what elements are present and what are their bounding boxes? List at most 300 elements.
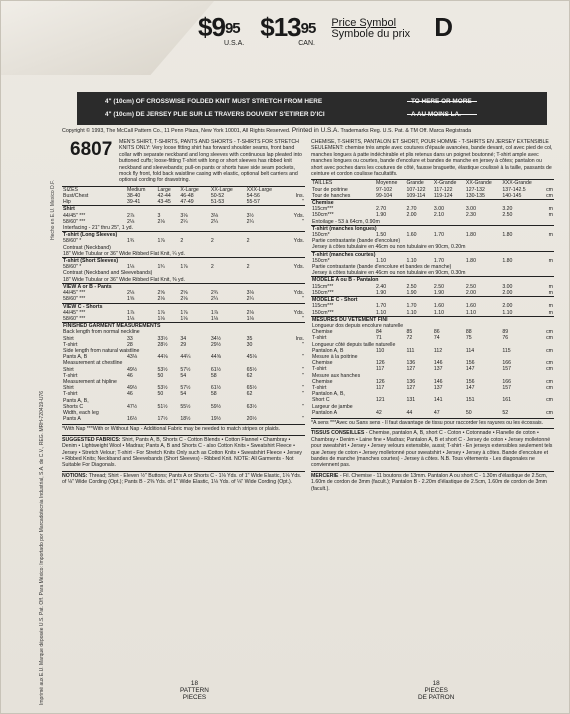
finished-value: 161	[502, 397, 511, 404]
size-header: XXX-Grande	[502, 180, 532, 187]
finished-value: 166	[502, 378, 511, 385]
section-row	[62, 232, 305, 239]
english-column	[62, 139, 305, 486]
size-header: Grande	[406, 180, 424, 187]
row-label: Interfacing - 21" thru 25", 1 yd.	[63, 225, 134, 232]
finished-value: 51½	[157, 403, 168, 410]
finished-value: 114	[465, 347, 475, 354]
yardage-value: 1⅞	[210, 309, 219, 316]
yardage-value: 1.10	[376, 257, 387, 264]
unit: m	[548, 289, 553, 296]
finished-value: 58	[210, 372, 217, 379]
pattern-pieces-fr	[418, 680, 454, 701]
finished-value: 18½	[180, 416, 191, 423]
pieces-count: 18	[432, 680, 440, 687]
finished-value: 58	[210, 391, 217, 398]
finished-value: 157	[502, 384, 511, 391]
yardage-value: 2	[210, 264, 214, 271]
row-label: Contrast (Neckband)	[63, 244, 111, 251]
finished-value: 44	[406, 409, 413, 416]
size-header-row	[62, 186, 305, 193]
row-label: Measurement at chestline	[63, 360, 123, 367]
section-title: VIEW C - Shorts	[62, 303, 305, 310]
finished-value: 50	[157, 391, 164, 398]
finished-value: 131	[406, 397, 416, 404]
stretch-gauge-line-fr: 4" (10cm) DE JERSEY PLIE SUR LE TRAVERS DOUVENT S'ETIRER D'ICI	[105, 111, 325, 118]
stretch-gauge-target	[411, 95, 531, 121]
row-label: Chemise	[312, 360, 333, 367]
row-label: Back length from normal neckline	[63, 329, 140, 336]
row-label: Pants A, B,	[63, 397, 89, 404]
row-label: 58/60" *	[63, 264, 82, 271]
yardage-value: 2⅛	[157, 218, 165, 225]
finished-value: 44⅛	[157, 354, 168, 361]
measurement-value: 140-145	[502, 192, 522, 199]
finished-value: 65½	[246, 366, 257, 373]
price-usa	[198, 14, 244, 48]
yardage-value: 1⅛	[180, 315, 188, 322]
finished-value: 49½	[127, 366, 138, 373]
finished-value: 46	[127, 391, 133, 398]
finished-value: 50	[465, 409, 472, 416]
row-label: 58/60" *	[63, 238, 82, 245]
measurement-value: 127-132	[465, 186, 485, 193]
measurement-value: 117-122	[433, 186, 453, 193]
unit: Yds.	[293, 212, 304, 219]
unit: "	[302, 385, 304, 392]
notions	[62, 471, 305, 486]
measurement-value: 119-124	[433, 192, 453, 199]
section-row	[311, 316, 554, 323]
finished-value: 141	[433, 397, 443, 404]
row-label: T-shirt	[312, 335, 327, 342]
yardage-value: 2¼	[210, 218, 219, 225]
price-can-amount: 13	[273, 12, 301, 42]
measurement-value: 47-49	[180, 199, 194, 206]
yardage-value: 1.70	[406, 303, 417, 310]
section-title: Chemise	[311, 200, 554, 207]
stretch-gauge-line-en: 4" (10cm) OF CROSSWISE FOLDED KNIT MUST STRETCH FROM HERE	[105, 98, 323, 105]
unit: m	[548, 309, 553, 316]
row-label: 18" Wide Tubular or 36" Wide Ribbed Flat Knit, ¼ yd.	[63, 250, 185, 257]
unit: "	[302, 354, 304, 361]
yardage-value: 1⅛	[210, 315, 219, 322]
yardage-value: 1⅛	[246, 315, 254, 322]
stretch-target-fr: A AU MOINS LA.	[411, 111, 461, 118]
measurement-label: Tour de hanches	[312, 192, 351, 199]
row-label: Contrast (Neckband and Sleevebands)	[63, 270, 153, 277]
finished-value: 47	[433, 409, 440, 416]
finished-row	[62, 416, 305, 422]
unit: Ins.	[295, 335, 304, 342]
unit: "	[302, 372, 304, 379]
measurement-value: 51-53	[210, 199, 225, 206]
section-row	[62, 303, 305, 310]
yardage-value: 1.80	[465, 232, 476, 239]
yardage-value: 2⅛	[246, 309, 254, 316]
measurement-value: 55-57	[246, 199, 260, 206]
stretch-target-en: TO HERE OR MORE	[411, 98, 472, 105]
price-can	[260, 14, 315, 48]
yardage-value: 1.60	[465, 303, 476, 310]
row-label: Width, each leg	[63, 409, 99, 416]
row-label: Short C	[312, 397, 330, 404]
yardage-row	[311, 270, 554, 277]
finished-value: 61½	[210, 366, 221, 373]
yardage-row	[62, 277, 305, 284]
yardage-value: 1.80	[465, 257, 476, 264]
fabrics-text: - Chemise, pantalon A, B, short C - Coton • Cotonnade • Flanelle de coton • Chambray • Denim • Laine fine • Madras; Pantalon A, B et short C - Jersey de coton • Jersey molletonné pour sweatshirt • Jersey • Jersey velours extensible, aussi; T-shirt - En jerseys extensibles seulement tels que Jersey de coton • Jersey molletonné pour sweatshirt • Jersey • Jersey à côtes. Bande d'encolure et bandes de manche (manches courtes) - Jersey à côtes. N.B. Tous vêtements - Les diagonales ne conviennent pas.	[311, 430, 553, 469]
section-row	[62, 283, 305, 290]
finished-value: 151	[465, 397, 475, 404]
price-usa-cents: 95	[224, 20, 240, 37]
finished-value: 62	[246, 372, 253, 379]
yardage-table	[311, 179, 554, 416]
row-label: 150cm*	[312, 232, 330, 239]
finished-value: 55½	[180, 403, 191, 410]
copyright-line	[62, 127, 471, 135]
sizes-label: SIZES	[63, 186, 78, 193]
yardage-value: 1.10	[502, 309, 513, 316]
notions	[311, 471, 554, 492]
yardage-value: 2.10	[433, 212, 445, 219]
row-label: T-shirt	[312, 384, 327, 391]
yardage-value: 1.80	[502, 257, 513, 264]
unit: cm	[546, 186, 553, 193]
finished-value: 156	[465, 360, 475, 367]
finished-value: 146	[433, 360, 443, 367]
yardage-value: 3.20	[502, 206, 513, 213]
row-label: Largeur de jambe	[312, 403, 353, 410]
finished-value: 75	[465, 335, 472, 342]
yardage-value: 3.00	[433, 206, 445, 213]
yardage-value: 1.10	[433, 309, 445, 316]
unit: Yds.	[293, 309, 304, 316]
yardage-row	[311, 244, 554, 251]
measurement-label: Hip	[63, 199, 71, 206]
unit: cm	[546, 397, 553, 404]
unit: cm	[546, 366, 553, 373]
yardage-value: 2	[246, 264, 250, 271]
finished-value: 136	[406, 378, 416, 385]
unit-cell	[286, 186, 305, 193]
yardage-value: 1.60	[433, 303, 445, 310]
section-title: MODELE A ou B - Pantalon	[311, 277, 554, 284]
finished-value: 111	[406, 347, 415, 354]
yardage-value: 1.10	[406, 309, 417, 316]
row-label: Mesure à la poitrine	[312, 353, 358, 360]
section-row	[62, 258, 305, 265]
finished-value: 45⅛	[246, 354, 257, 361]
row-label: Partie contrastante (bande d'encolure)	[312, 238, 401, 245]
section-row	[311, 251, 554, 258]
finished-value: 137	[433, 366, 443, 373]
yardage-table	[62, 186, 305, 423]
yardage-value: 1⅞	[180, 264, 188, 271]
measurement-value: 46-48	[180, 193, 194, 200]
french-column	[311, 139, 554, 492]
yardage-value: 1¾	[157, 264, 165, 271]
body-measurement-row	[311, 193, 554, 200]
finished-value: 33	[127, 335, 133, 342]
finished-value: 117	[376, 366, 385, 373]
finished-value: 30	[246, 341, 253, 348]
unit: "	[302, 416, 304, 423]
yardage-value: 3.00	[465, 206, 476, 213]
unit: cm	[546, 347, 553, 354]
row-label: Jersey à côtes tubulaire en 46cm ou non tubulaire en 90cm, 0.30m	[312, 270, 466, 277]
yardage-value: 1.70	[376, 303, 387, 310]
finished-value: 20½	[246, 416, 257, 423]
row-label: Chemise	[312, 378, 333, 385]
row-label: 150cm*	[312, 257, 330, 264]
finished-value: 33½	[157, 335, 168, 342]
yardage-row	[311, 310, 554, 317]
yardage-value: 2⅞	[127, 212, 135, 219]
unit: cm	[546, 335, 553, 342]
size-header-row	[311, 180, 554, 187]
measurement-value: 137-142.5	[502, 186, 526, 193]
price-symbol-fr: Symbole du prix	[331, 28, 411, 40]
finished-row	[311, 410, 554, 416]
suggested-fabrics	[311, 428, 554, 468]
row-label: 44/45" ***	[63, 212, 86, 219]
yardage-value: 2	[246, 238, 250, 245]
row-label: Pantalon A, B,	[312, 391, 345, 398]
size-header: Large	[157, 186, 171, 193]
price-can-label: CAN.	[298, 40, 315, 47]
row-label: T-shirt	[63, 391, 78, 398]
row-label: Partie contrastante (bande d'encolure et bandes de manche)	[312, 264, 452, 271]
yardage-value: 1⅞	[157, 309, 165, 316]
row-label: 44/45" ***	[63, 309, 86, 316]
yardage-value: 3.00	[502, 283, 513, 290]
yardage-value: 1⅛	[157, 315, 165, 322]
yardage-value: 1.10	[465, 309, 476, 316]
section-title: T-shirt (manches longues)	[311, 225, 554, 232]
yardage-value: 3⅛	[180, 212, 188, 219]
section-row	[62, 323, 305, 330]
unit: "	[302, 366, 304, 373]
row-label: 115cm***	[312, 283, 334, 290]
section-row	[62, 206, 305, 213]
row-label: Mesure aux hanches	[312, 372, 361, 379]
unit: Ins.	[295, 193, 304, 200]
yardage-value: 2	[210, 238, 214, 245]
yardage-value: 2⅛	[127, 218, 135, 225]
finished-value: 146	[433, 378, 443, 385]
yardage-value: 1.10	[406, 257, 417, 264]
price-usa-dollar: $	[198, 12, 212, 42]
description: CHEMISE, T-SHIRTS, PANTALON ET SHORT, POUR HOMME - T-SHIRTS EN JERSEY EXTENSIBLE SEULEMENT: chemise très ample avec coutures d'épaule avancées, bande devant, col avec pied de col, manches longues à patte indéchirable et plis retenus dans un poignet boutonné; T-shirt ample avec manches longues ou courtes, bande d'encolure et bandes de manche en jersey à côtes; pantalon ou short avec poches dans les coutures de côté, fausse braguette, élastique coulissé à la taille, passants de ceinture et cordon coulisse facultatifs.	[311, 139, 553, 178]
nap-note: *A sens ***Avec ou Sans sens - Il faut davantage de tissu pour raccorder les rayures ou les écossais.	[311, 418, 554, 426]
price-usa-label: U.S.A.	[224, 40, 245, 47]
finished-value: 110	[376, 347, 385, 354]
row-label: Shirt	[63, 366, 74, 373]
unit: "	[302, 296, 304, 303]
printed-in: Printed in U.S.A.	[291, 127, 340, 134]
yardage-value: 3⅛	[210, 212, 219, 219]
stretch-gauge-text	[105, 95, 325, 121]
finished-value: 28½	[157, 341, 168, 348]
finished-value: 17½	[157, 416, 168, 423]
row-label: Measurement at hipline	[63, 378, 117, 385]
finished-value: 85	[406, 329, 413, 336]
measurement-value: 99-104	[376, 192, 393, 199]
row-label: 58/60" ***	[63, 315, 86, 322]
measurement-value: 43-45	[157, 199, 171, 206]
finished-value: 127	[406, 384, 416, 391]
yardage-value: 2¾	[210, 290, 219, 297]
description: MEN'S SHIRT, T-SHIRTS, PANTS AND SHORTS - T-SHIRTS FOR STRETCH KNITS ONLY: Very loose fitting shirt has forward shoulder seams, front band collar with separate neckband and long sleeves with continuous lap pleated into buttoned cuffs; loose-fitting T-shirt with long or short sleeves has ribbed knit neckband and sleevebands; pull-on pants or shorts have side seam pockets, mock fly front, fold back waistline casing with elastic, optional belt carriers and optional cording for drawstring.	[119, 139, 302, 184]
size-header: Medium	[127, 186, 146, 193]
finished-value: 44⅝	[210, 354, 221, 361]
suggested-fabrics	[62, 435, 305, 469]
yardage-value: 2.50	[465, 283, 476, 290]
pieces-label: PATTERN	[180, 687, 209, 694]
yardage-value: 1.10	[376, 309, 387, 316]
finished-value: 57½	[180, 366, 191, 373]
yardage-value: 2¼	[180, 218, 188, 225]
measurement-value: 38-40	[127, 193, 141, 200]
row-label: Shorts C	[63, 403, 84, 410]
unit: cm	[546, 192, 553, 199]
price-can-cents: 95	[300, 20, 316, 37]
finished-value: 29	[180, 341, 187, 348]
size-header: XX-Grande	[465, 180, 492, 187]
finished-value: 42	[376, 409, 382, 416]
measurement-value: 97-102	[376, 186, 393, 193]
row-label: 58/60" ***	[63, 296, 86, 303]
finished-value: 112	[433, 347, 443, 354]
row-label: Pantalon A, B	[312, 347, 344, 354]
finished-value: 72	[406, 335, 413, 342]
unit: "	[302, 391, 304, 398]
finished-value: 28	[127, 341, 133, 348]
row-label: 150cm***	[312, 212, 334, 219]
notions-title: MERCERIE	[311, 472, 339, 479]
row-label: 115cm***	[312, 206, 334, 213]
row-label: 150cm***	[312, 289, 334, 296]
yardage-value: 2⅝	[180, 290, 188, 297]
finished-value: 166	[502, 360, 511, 367]
finished-title: MESURES DU VETEMENT FINI	[311, 316, 554, 323]
yardage-value: 2.30	[465, 212, 476, 219]
yardage-value: 1.50	[376, 232, 387, 239]
measurement-value: 50-52	[210, 193, 225, 200]
unit: m	[548, 303, 553, 310]
finished-value: 44¼	[180, 354, 191, 361]
pieces-count: 18	[190, 680, 198, 687]
measurement-value: 109-114	[406, 192, 426, 199]
measurement-value: 42-44	[157, 193, 171, 200]
finished-value: 63½	[246, 403, 257, 410]
finished-value: 65½	[246, 385, 257, 392]
row-label: Pants A	[63, 416, 81, 423]
unit: m	[548, 232, 553, 239]
yardage-value: 1.90	[406, 289, 417, 296]
yardage-value: 1.80	[502, 232, 513, 239]
yardage-row	[62, 296, 305, 303]
yardage-value: 2.70	[376, 206, 387, 213]
side-legal-text: Imprimé aux E.U. Marque déposée U.S. Pat. Off. Para México: Importado por Marcadotecnia Industrial, S.A. de C.V., REG. MRH-720419-U76	[39, 390, 45, 705]
yardage-value: 3	[157, 212, 161, 219]
unit: "	[302, 218, 304, 225]
unit: cm	[546, 360, 553, 367]
finished-value: 35	[246, 335, 253, 342]
finished-value: 127	[406, 366, 416, 373]
finished-value: 34	[180, 335, 187, 342]
finished-value: 57½	[180, 385, 191, 392]
row-label: 18" Wide Tubular or 36" Wide Ribbed Flat Knit, ⅜ yd.	[63, 276, 185, 283]
section-row	[311, 225, 554, 232]
finished-value: 16½	[127, 416, 138, 423]
yardage-value: 2⅝	[157, 290, 165, 297]
notions-text: Thread; Shirt - Eleven ½" Buttons; Pants A or Shorts C - 1⅛ Yds. of 1" Wide Elastic, 1⅛ Yds. of ⅛" Wide Cording (Opt.); Pants B - 2⅜ Yds. of 1" Wide Elastic, 1⅛ Yds. of ⅛" Wide Cording (Opt.).	[62, 472, 302, 486]
finished-value: 156	[465, 378, 475, 385]
size-header: XX-Large	[210, 186, 233, 193]
unit: Yds.	[293, 290, 304, 297]
section-title: T-shirt (Short Sleeves)	[62, 258, 305, 265]
finished-value: 137	[433, 384, 443, 391]
yardage-row	[311, 290, 554, 297]
finished-value: 47½	[127, 403, 138, 410]
yardage-value: 3½	[246, 212, 254, 219]
yardage-value: 1.70	[433, 232, 445, 239]
unit: m	[548, 206, 553, 213]
fabrics-text: Shirt, Pants A, B, Shorts C - Cotton Blends • Cotton Flannel • Chambray • Denim • Lightweight Wool • Madras; Pants A, B and Shorts C - also Cotton Knits • Sweatshirt Fleece • Jersey • Stretch Velour; T-shirt - For Stretch Knits Only such as Cotton Knits • Sweatshirt Fleece • Jersey • Ribbed Knits; Neckband and Sleevebands (Short Sleeves) - Ribbed Knit. NOTE: All Garments - Not Suitable For Diagonals.	[62, 436, 303, 469]
yardage-value: 1⅞	[157, 238, 165, 245]
section-row	[311, 297, 554, 304]
yardage-value: 2¼	[246, 296, 254, 303]
finished-value: 53½	[157, 385, 168, 392]
fabrics-title: TISSUS CONSEILLES	[311, 430, 365, 437]
finished-value: 52	[502, 409, 509, 416]
section-row	[311, 277, 554, 284]
unit: "	[302, 199, 304, 206]
price-can-dollar: $	[260, 12, 274, 42]
row-label: Shirt	[63, 385, 74, 392]
price-symbol	[331, 18, 410, 40]
row-label: Jersey à côtes tubulaire en 46cm ou non tubulaire en 90cm, 0.20m	[312, 244, 466, 251]
yardage-row	[62, 225, 305, 232]
yardage-value: 1⅝	[127, 296, 135, 303]
yardage-value: 1¾	[127, 238, 135, 245]
nap-note: *With Nap ***With or Without Nap - Additional Fabric may be needed to match stripes or plaids.	[62, 424, 305, 432]
body-measurement-row	[62, 199, 305, 206]
finished-value: 59½	[210, 403, 221, 410]
yardage-value: 2.70	[406, 206, 417, 213]
section-title: T-shirt (Long Sleeves)	[62, 232, 305, 239]
size-header: XXX-Large	[246, 186, 272, 193]
finished-value: 74	[433, 335, 440, 342]
unit: m	[548, 212, 553, 219]
finished-value: 147	[465, 366, 475, 373]
trademark-note: Trademarks Reg. U.S. Pat. & TM Off. Marca Registrada	[340, 128, 472, 134]
pattern-number: 6807	[70, 139, 113, 160]
row-label: Chemise	[312, 329, 333, 336]
yardage-value: 2.00	[502, 303, 513, 310]
row-label: 44/45" ***	[63, 290, 86, 297]
finished-value: 126	[376, 378, 385, 385]
yardage-value: 2	[180, 238, 184, 245]
measurement-value: 39-41	[127, 199, 141, 206]
row-label: Side length from natural waistline	[63, 347, 140, 354]
unit: "	[302, 315, 304, 322]
finished-value: 126	[376, 360, 385, 367]
finished-value: 46	[127, 372, 133, 379]
finished-value: 136	[406, 360, 416, 367]
